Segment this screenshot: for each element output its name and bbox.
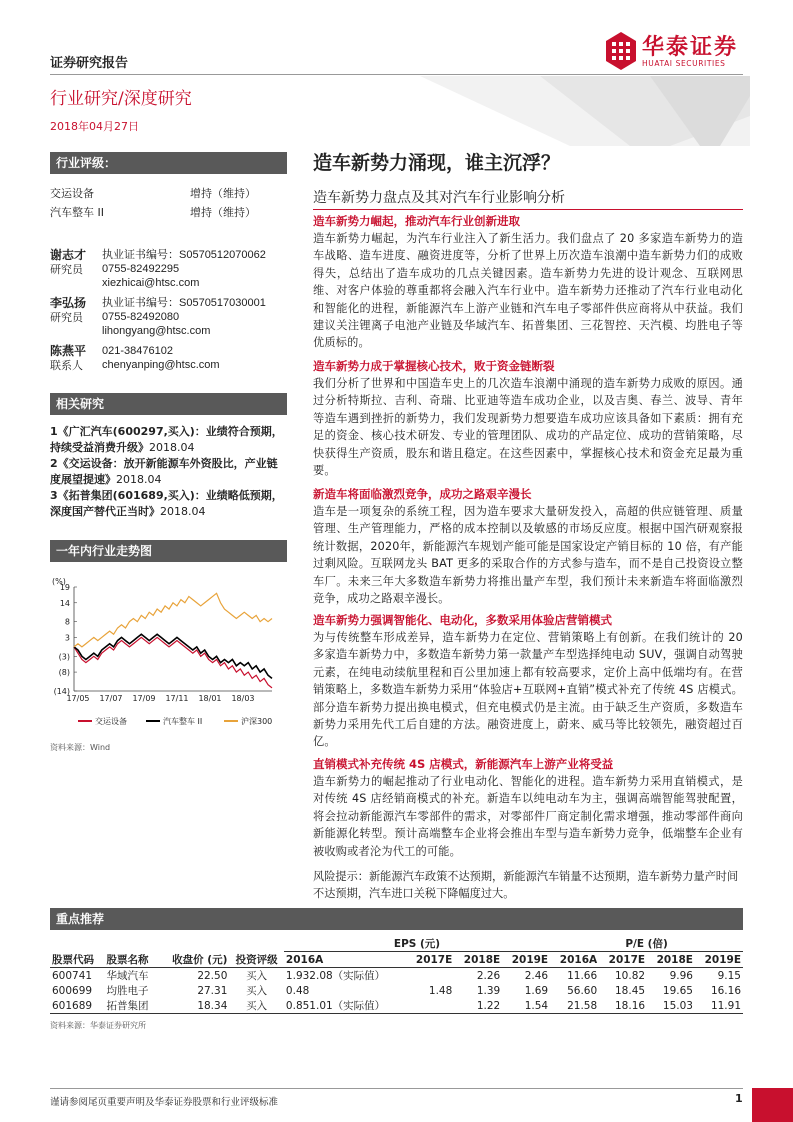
cell: 买入 [246,970,268,982]
series-line [74,593,272,647]
col-header: 投资评级 [229,952,284,968]
cell: 19.65 [662,984,693,997]
section-body: 造车是一项复杂的系统工程，因为造车要求大量研发投入，高超的供应链管理、质量管理、生产管理能力，严格的成本控制以及敏感的市场反应度。根据中国汽研观察报统计数据，2020年，新能源汽车规划产能可能是国家设定产销目标的 10 倍，有产能过剩风险。互联网龙头 BAT 更多的采取合作的方式参与造车，而不是自己投资设立整车厂。未来三年大多数造车新势力将推出量产车型，我们预计未来新造车将面临激烈竞争，成功之路艰辛漫长。 [313,505,743,606]
header-divider [50,74,743,75]
related-list [50,424,287,520]
series-line [74,637,272,687]
cell: 1.22 [476,999,501,1012]
analyst-phone: 0755-82492080 [102,311,180,323]
y-tick-label: (3) [58,652,70,662]
cell: 2.26 [476,969,501,982]
y-tick-label: 19 [59,583,70,592]
related-item[interactable] [50,488,287,519]
related-item[interactable] [50,424,287,455]
analyst-phone: 021-38476102 [102,345,173,357]
section-paragraph [313,358,743,479]
table-row [50,998,743,1014]
col-header: 收盘价 (元) [159,952,229,968]
section-heading: 造车新势力成于掌握核心技术，败于资金链断裂 [313,359,555,373]
main-title: 造车新势力涌现，谁主沉浮？ [313,152,561,174]
section-heading: 造车新势力强调智能化、电动化，多数采用体验店营销模式 [313,613,612,627]
cell: 1.39 [476,984,501,997]
table-source: 资料来源：华泰证券研究所 [50,1021,146,1030]
rating-industry: 汽车整车 II [50,206,104,219]
cell: 18.34 [197,999,228,1012]
section-heading: 直销模式补充传统 4S 店模式，新能源汽车上游产业将受益 [313,757,614,771]
related-item-text: 3《拓普集团(601689,买入)：业绩略低预期，深度国产替代正当时》 [50,489,283,518]
cell: 16.16 [710,984,741,997]
cell [406,968,454,984]
y-tick-label: 14 [59,598,70,608]
x-tick-label: 18/01 [198,694,222,703]
cell: 0.48 [285,984,310,997]
cell: 1.69 [524,984,549,997]
related-item-text: 2《交运设备：放开新能源车外资股比，产业链度展望提速》 [50,457,278,486]
analyst-role: 研究员 [50,311,83,324]
related-item-date: 2018.04 [160,504,206,518]
pe-header: P/E (倍) [550,936,743,952]
col-header: 2017E [406,952,454,968]
chart-section-title: 一年内行业走势图 [50,540,287,562]
rating-industry: 交运设备 [50,187,94,200]
industry-trend-chart [50,573,287,733]
cell: 22.50 [197,969,228,982]
recommend-table [50,936,743,1014]
rating-value: 增持（维持） [190,187,256,200]
logo-text-cn: 华泰证券 [642,35,739,60]
col-header: 股票代码 [50,952,105,968]
analyst-email[interactable]: chenyanping@htsc.com [102,359,220,371]
analyst-card [50,248,290,292]
col-header: 2017E [599,952,647,968]
report-type: 证券研究报告 [50,56,129,71]
x-tick-label: 18/03 [231,694,255,703]
logo-text-en: HUATAI SECURITIES [642,59,726,68]
cell: 2.46 [524,969,549,982]
section-body: 造车新势力崛起，为汽车行业注入了新生活力。我们盘点了 20 多家造车新势力的造车战略、造车进度、融资进度等，分析了世界上历次造车浪潮中造车新势力们的成败得失，总结出了造车成功的几点关键因素。造车新势力先进的设计观念、互联网思维、对客户体验的尊重都将会融入汽车行业中。造车新势力还推动了汽车行业电动化和智能化的进程，新能源汽车上游产业链和汽车电子零部件供应商将从中获益。我们建议关注锂离子电池产业链及华域汽车、拓普集团、三花智控、天汽模、均胜电子等优质标的。 [313,232,743,350]
footer-divider [50,1088,743,1089]
analyst-name: 陈燕平 [50,344,87,358]
analyst-name: 谢志才 [50,248,87,262]
page-number: 1 [735,1092,743,1105]
related-item-date: 2018.04 [149,440,195,454]
cell: 0.851.01（实际值） [285,1000,386,1012]
col-header: 2016A [550,952,599,968]
cell: 600699 [52,984,93,997]
rating-value: 增持（维持） [190,206,256,219]
section-body: 我们分析了世界和中国造车史上的几次造车浪潮中涌现的造车新势力成败的原因。通过分析特斯拉、吉利、奇瑞、比亚迪等造车成功企业，以及吉奥、春兰、波导、青年等造车遇到挫折的新势力，我们发现新势力想要造车成功应该具备如下素质：拥有充足的资金、核心技术研发、专业的管理团队、成功的产品定位、成功的营销策略，尽快获得生产资质，股东和谐且稳定。在这些因素中，掌握核心技术和资金充足最为重要。 [313,377,743,478]
section-paragraph [313,612,743,751]
section-body: 造车新势力的崛起推动了行业电动化、智能化的进程。造车新势力采用直销模式，是对传统 4S 店经销商模式的补充。新造车以纯电动车为主，强调高端智能驾驶配置，将会拉动新能源汽车零部件的需求，对零部件厂商定制化需求增强，推动零部件商向新能源化转型。预计高端整车企业将会推出车型与造车新势力竞争，低端整车企业有被收购或者沦为代工的可能。 [313,775,743,858]
analyst-license: 执业证书编号：S0570512070062 [102,249,266,261]
cell: 拓普集团 [106,1000,149,1012]
x-tick-label: 17/11 [165,694,189,703]
related-item-date: 2018.04 [116,472,162,486]
cell: 21.58 [567,999,598,1012]
eps-header: EPS (元) [284,936,550,952]
cell: 买入 [246,985,268,997]
analyst-role: 联系人 [50,359,83,372]
y-axis-label: (%) [52,577,66,586]
chart-source: 资料来源：Wind [50,743,111,752]
cell: 均胜电子 [106,985,149,997]
section-paragraph [313,756,743,860]
cell: 11.91 [710,999,741,1012]
x-tick-label: 17/05 [66,694,90,703]
table-row [50,968,743,984]
title-divider [313,209,743,210]
legend-label: 汽车整车 II [163,717,203,726]
y-tick-label: 3 [64,633,70,643]
report-category: 行业研究/深度研究 [50,89,192,109]
cell: 600741 [52,969,93,982]
cell: 27.31 [197,984,228,997]
y-tick-label: (8) [58,668,70,678]
cell: 18.16 [615,999,646,1012]
analyst-license: 执业证书编号：S0570517030001 [102,297,266,309]
cell: 1.54 [524,999,549,1012]
risk-warning: 风险提示：新能源汽车政策不达预期，新能源汽车销量不达预期，造车新势力量产时间不达预期，汽车进口关税下降幅度过大。 [313,870,739,901]
col-header: 2016A [284,952,406,968]
x-tick-label: 17/09 [132,694,156,703]
section-heading: 造车新势力崛起，推动汽车行业创新进取 [313,214,520,228]
rating-section-title: 行业评级： [50,152,287,174]
cell: 9.15 [717,969,741,982]
col-header: 2018E [454,952,502,968]
col-header: 股票名称 [105,952,160,968]
col-header: 2018E [647,952,695,968]
cell: 1.932.08（实际值） [285,970,386,982]
header-decoration [420,76,750,146]
related-item[interactable] [50,456,287,487]
cell: 18.45 [615,984,646,997]
col-header: 2019E [502,952,550,968]
analyst-phone: 0755-82492295 [102,263,180,275]
recommend-section-title: 重点推荐 [50,908,743,930]
cell: 11.66 [567,969,598,982]
cell: 15.03 [662,999,693,1012]
analyst-card [50,344,290,374]
cell: 10.82 [615,969,646,982]
section-heading: 新造车将面临激烈竞争，成功之路艰辛漫长 [313,487,532,501]
analyst-name: 李弘扬 [50,296,87,310]
x-tick-label: 17/07 [99,694,123,703]
y-tick-label: 8 [64,617,70,627]
cell: 华域汽车 [106,970,149,982]
related-section-title: 相关研究 [50,393,287,415]
company-logo [606,30,746,74]
analyst-role: 研究员 [50,263,83,276]
col-header: 2019E [695,952,743,968]
cell [406,998,454,1014]
legend-label: 沪深300 [241,717,273,726]
analyst-email[interactable]: lihongyang@htsc.com [102,325,211,337]
section-paragraph [313,486,743,607]
logo-mark-icon [606,32,636,70]
sub-title: 造车新势力盘点及其对汽车行业影响分析 [313,190,565,206]
analyst-card [50,296,290,340]
report-date: 2018年04月27日 [50,120,139,133]
analyst-email[interactable]: xiezhicai@htsc.com [102,277,200,289]
footer-disclaimer[interactable]: 谨请参阅尾页重要声明及华泰证券股票和行业评级标准 [50,1097,279,1108]
cell: 9.96 [669,969,693,982]
cell: 601689 [52,999,93,1012]
cell: 1.48 [428,984,453,997]
footer-accent [752,1088,793,1122]
legend-label: 交运设备 [95,717,127,726]
cell: 56.60 [567,984,598,997]
table-header-row [50,952,743,968]
cell: 买入 [246,1000,268,1012]
table-row [50,983,743,998]
section-paragraph [313,213,743,352]
section-body: 为与传统整车形成差异，造车新势力在定位、营销策略上有创新。在我们统计的 20 多家造车新势力中，多数造车新势力第一款量产车型选择纯电动 SUV，强调自动驾驶元素，在纯电动续航里程和百公里加速上都有较高要求，定价上高中低端均有。在营销策略上，多数造车新势力采用“体验店+互联网+直销”模式补充了传统 4S 店模式。部分造车新势力提出换电模式，但充电模式仍是主流。由于缺乏生产资质，多数造车新势力采用先代工后自建的方法。融资进度上，蔚来、威马等比较领先，融资超过百亿。 [313,631,743,749]
y-tick-label: (14) [53,687,70,696]
related-item-text: 1《广汇汽车(600297,买入)：业绩符合预期，持续受益消费升级》 [50,425,283,454]
